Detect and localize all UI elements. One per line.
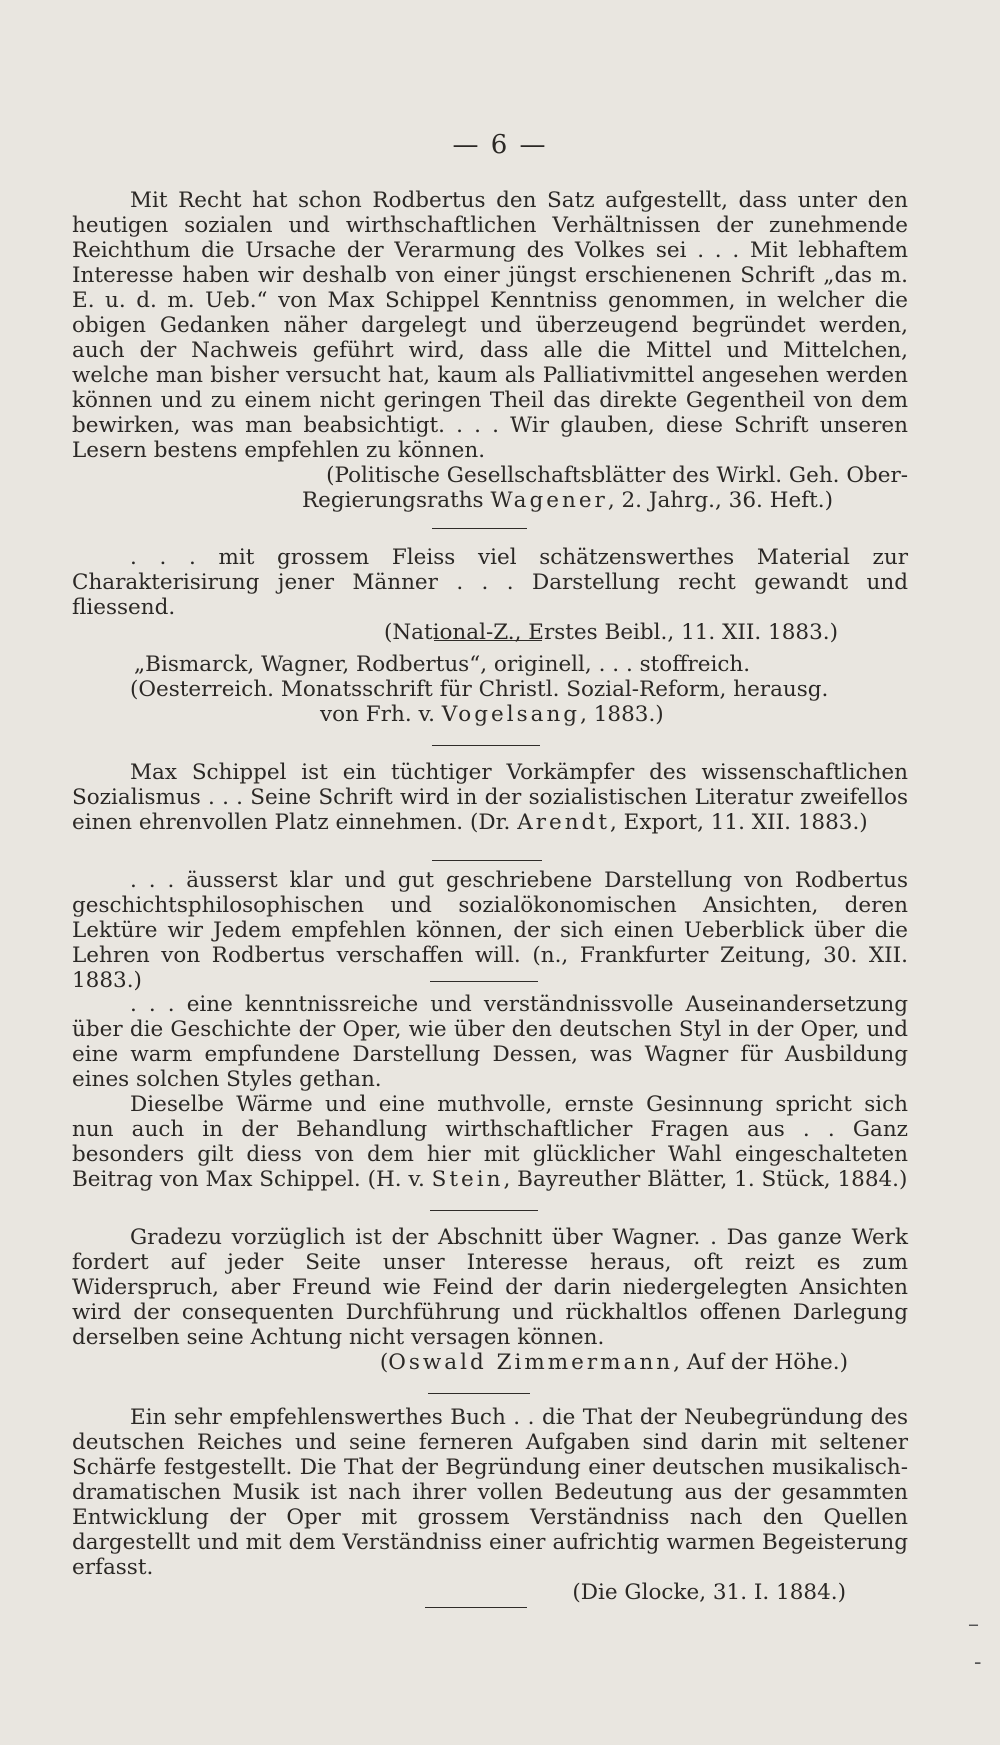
source-author: Vogelsang xyxy=(441,702,581,727)
review-die-glocke xyxy=(72,1405,908,1605)
review-text: Gradezu vorzüglich ist der Abschnitt über Wagner. . Das ganze Werk fordert auf jeder Seite unser Interesse heraus, oft reizt es zum Widerspruch, aber Freund wie Feind der darin niedergelegten Ansichten wird der consequenten Durchführung und rückhaltlos offenen Darlegung derselben seine Achtung nicht versagen können. xyxy=(72,1225,908,1350)
source-author: Arendt xyxy=(517,810,610,835)
review-text: Mit Recht hat schon Rodbertus den Satz aufgestellt, dass unter den heutigen sozialen und wirthschaftlichen Verhältnissen der zunehmende Reichthum die Ursache der Verarmung des Volkes sei . . . Mit lebhaftem Interesse haben wir deshalb von einer jüngst erschienenen Schrift „das m. E. u. d. m. Ueb.“ von Max Schippel Kenntniss genommen, in welcher die obigen Gedanken näher dargelegt und überzeugend begründet werden, auch der Nachweis geführt wird, dass alle die Mittel und Mittelchen, welche man bisher versucht hat, kaum als Palliativmittel angesehen werden können und zu einem nicht geringen Theil das direkte Gegentheil von dem bewirken, was man beabsichtigt. . . . Wir glauben, diese Schrift unseren Lesern bestens empfehlen zu können. xyxy=(72,188,908,463)
review-frankfurter-zeitung xyxy=(72,868,908,993)
review-text: Max Schippel ist ein tüchtiger Vorkämpfer des wissenschaftlichen Sozialismus . . . Seine Schrift wird in der sozialistischen Literatur zweifellos einen ehrenvollen Platz einnehmen. (Dr. Arendt, Export, 11. XII. 1883.) xyxy=(72,760,908,835)
margin-mark: – xyxy=(968,1612,979,1637)
review-text: . . . äusserst klar und gut geschriebene Darstellung von Rodbertus geschichtsphilosophischen und sozialökonomischen Ansichten, deren Lektüre wir Jedem empfehlen können, der sich einen Ueberblick über die Lehren von Rodbertus verschaffen will. (n., Frankfurter Zeitung, 30. XII. 1883.) xyxy=(72,868,908,993)
review-source: (Oesterreich. Monatsschrift für Christl. Sozial-Reform, herausg. xyxy=(130,677,829,702)
review-text: Dieselbe Wärme und eine muthvolle, ernste Gesinnung spricht sich nun auch in der Behandlung wirthschaftlicher Fragen aus . . Ganz besonders gilt diess von dem hier mit glücklicher Wahl eingeschalteten Beitrag von Max Schippel. (H. v. Stein, Bayreuther Blätter, 1. Stück, 1884.) xyxy=(72,1092,908,1192)
separator-rule xyxy=(425,1607,527,1608)
review-arendt-export xyxy=(72,760,908,835)
page-number: — 6 — xyxy=(452,130,548,160)
review-source: (Oswald Zimmermann, Auf der Höhe.) xyxy=(379,1350,848,1375)
review-auf-der-hoehe xyxy=(72,1225,908,1375)
source-author: Oswald Zimmermann xyxy=(388,1350,674,1375)
review-text: Ein sehr empfehlenswerthes Buch . . die That der Neubegründung des deutschen Reiches und seine ferneren Aufgaben sind darin mit seltener Schärfe festgestellt. Die That der Begründung einer deutschen musikalisch-dramatischen Musik ist nach ihrer vollen Bedeutung aus der gesammten Entwicklung der Oper mit grossem Verständniss nach den Quellen dargestellt und mit dem Verständniss einer aufrichtig warmen Begeisterung erfasst. xyxy=(72,1405,908,1580)
review-text: . . . mit grossem Fleiss viel schätzenswerthes Material zur Charakterisirung jener Männer . . . Darstellung recht gewandt und fliessend. xyxy=(72,545,908,620)
review-bayreuther-blaetter xyxy=(72,992,908,1192)
review-oesterreich-monatsschrift xyxy=(72,652,908,727)
review-source: von Frh. v. Vogelsang, 1883.) xyxy=(320,702,664,727)
review-national-zeitung xyxy=(72,545,908,645)
source-author: Stein xyxy=(431,1167,504,1192)
separator-rule xyxy=(432,860,542,861)
margin-mark: - xyxy=(974,1650,982,1675)
review-source: (Politische Gesellschaftsblätter des Wirkl. Geh. Ober- xyxy=(326,463,908,488)
review-text: . . . eine kenntnissreiche und verständnissvolle Auseinandersetzung über die Geschichte der Oper, wie über den deutschen Styl in der Oper, und eine warm empfundene Darstellung Dessen, was Wagner für Ausbildung eines solchen Styles gethan. xyxy=(72,992,908,1092)
review-source: Regierungsraths Wagener, 2. Jahrg., 36. Heft.) xyxy=(301,488,833,513)
separator-rule xyxy=(430,981,538,982)
separator-rule xyxy=(432,528,527,529)
review-text: „Bismarck, Wagner, Rodbertus“, originell, . . . stoffreich. xyxy=(134,652,751,677)
review-source: (National-Z., Erstes Beibl., 11. XII. 1883.) xyxy=(383,620,838,645)
separator-rule xyxy=(430,1210,538,1211)
separator-rule xyxy=(432,745,540,746)
separator-rule xyxy=(428,1393,530,1394)
source-author: Wagener xyxy=(490,488,608,513)
separator-rule xyxy=(434,640,542,641)
review-source: (Die Glocke, 31. I. 1884.) xyxy=(572,1580,846,1605)
review-politische-gesellschaftsblaetter xyxy=(72,188,908,513)
